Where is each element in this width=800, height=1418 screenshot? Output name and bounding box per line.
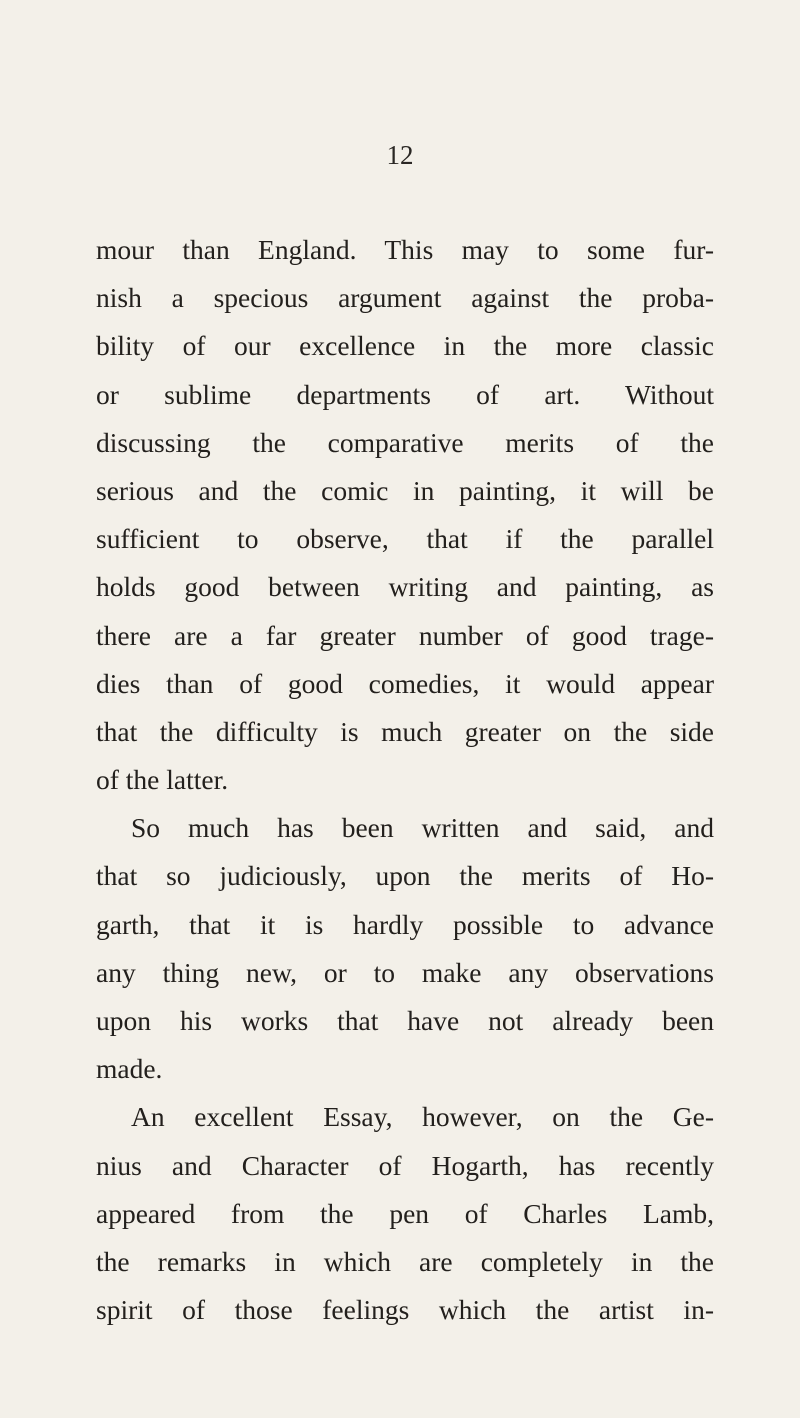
text-line: appeared from the pen of Charles Lamb, [96,1197,714,1229]
text-line: there are a far greater number of good trage- [96,619,714,651]
body-text [96,226,714,1334]
text-line: mour than England. This may to some fur- [96,234,714,265]
text-line: nius and Character of Hogarth, has recently [96,1149,714,1181]
text-line: upon his works that have not already been [96,1005,714,1036]
text-line: spirit of those feelings which the artist in- [96,1294,714,1326]
text-line: dies than of good comedies, it would appear [96,667,714,699]
text-line: nish a specious argument against the proba- [96,282,714,314]
text-line: serious and the comic in painting, it will be [96,474,714,506]
paragraph-start-line: So much has been written and said, and [131,812,714,844]
text-line: that the difficulty is much greater on the side [96,715,714,747]
text-line: garth, that it is hardly possible to advance [96,908,714,940]
paragraph-end-line: made. [96,1053,163,1085]
text-line: or sublime departments of art. Without [96,378,714,410]
text-line: holds good between writing and painting, as [96,571,714,603]
text-line: any thing new, or to make any observations [96,956,714,988]
text-line: discussing the comparative merits of the [96,426,714,458]
paragraph-start-line: An excellent Essay, however, on the Ge- [131,1101,714,1133]
paragraph-end-line: of the latter. [96,764,229,796]
text-line: bility of our excellence in the more classic [96,330,714,362]
text-line: that so judiciously, upon the merits of Ho- [96,860,714,892]
text-line: the remarks in which are completely in the [96,1245,714,1277]
page-number: 12 [386,140,414,170]
text-line: sufficient to observe, that if the parallel [96,523,714,555]
